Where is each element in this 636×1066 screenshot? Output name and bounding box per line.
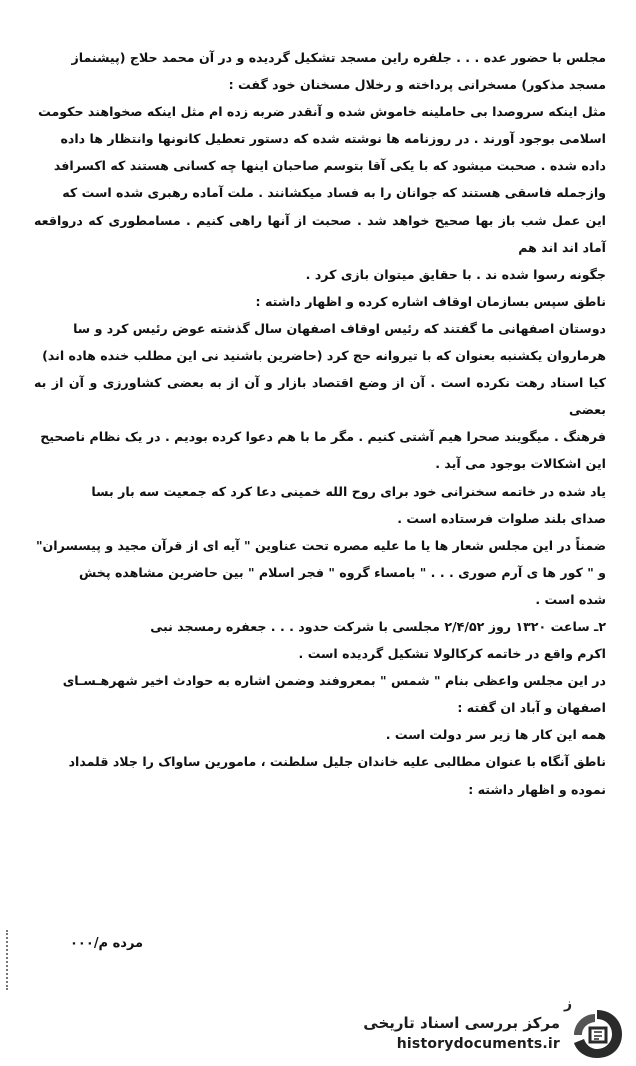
text-line: ۲ـ ساعت ۱۳۲۰ روز ۲/۴/۵۲ مجلسی با شرکت حدود . . . جعفره رمسجد نبی [150, 618, 606, 634]
text-line: ناطق آنگاه با عنوان مطالبی علیه خاندان جلیل سلطنت ، مامورین ساواک را جلاد قلمداد [68, 754, 606, 770]
text-line: فرهنگ . میگویند صحرا هیم آشتی کنیم . مگر ما با هم دعوا کرده بودیم . در یک نظام ناصحیح [40, 429, 606, 445]
text-line: همه این کار ها زیر سر دولت است . [385, 727, 606, 743]
text-line: و " کور ها ی آرم صوری . . . " بامساء گروه " فجر اسلام " بین حاضرین مشاهده پخش [78, 564, 606, 580]
text-line: یاد شده در خاتمه سخنرانی خود برای روح الله خمینی دعا کرد که جمعیت سه بار بسا [91, 483, 606, 499]
text-line: جگونه رسوا شده ند . با حقایق میتوان بازی کرد . [305, 266, 606, 282]
text-line: شده است . [535, 591, 606, 607]
page-number: مرده م/۰۰۰ [70, 936, 144, 951]
text-line: این عمل شب باز بها صحیح خواهد شد . صحبت از آنها راهی کنیم . مسامطوری که درواقعه آماد اند اند هم [34, 212, 606, 255]
watermark [344, 1004, 630, 1062]
text-line: کیا اسناد رهت نکرده است . آن از وضع اقتصاد بازار و آن از به بعضی کشاورزی و آن از به بعضی [34, 375, 606, 418]
text-line: مسجد مذکور) مسخرانی پرداخته و رخلال مسخنان خود گفت : [228, 77, 606, 93]
text-line: صدای بلند صلوات فرستاده است . [397, 510, 606, 526]
text-line: اصفهان و آباد ان گفته : [457, 700, 606, 716]
margin-dots [6, 930, 14, 990]
stray-mark: ز [564, 996, 573, 1012]
text-line: اسلامی بوجود آورند . در روزنامه ها نوشته شده که دستور تعطیل کانونها وانتظار ها داده [60, 131, 606, 147]
watermark-url: historydocuments.ir [396, 1036, 560, 1052]
text-line: وازجمله فاسقی هستند که جوانان را به فساد میکشانند . ملت آماده رهبری شده است که [62, 185, 606, 201]
text-line: در این مجلس واعظی بنام " شمس " بمعروفند وضمن اشاره به حوادث اخیر شهرهـسـای [62, 673, 606, 689]
text-line: نموده و اظهار داشته : [468, 781, 606, 797]
text-line: داده شده . صحبت میشود که با یکی آقا بتوسم صاحبان اینها چه کسانی هستند که اکسرافد [53, 158, 606, 174]
text-line: اکرم واقع در خاتمه کرکالولا تشکیل گردیده است . [298, 646, 606, 662]
text-line: این اشکالات بوجود می آید . [435, 456, 606, 472]
text-line: مجلس با حضور عده . . . جلفره راین مسجد تشکیل گردیده و در آن محمد حلاج (پیشنماز [71, 50, 606, 65]
text-line: مثل اینکه سروصدا بی حاملینه خاموش شده و آنقدر ضربه زده ام مثل اینکه صخواهند حکومت [38, 104, 606, 120]
text-line: ضمناً در این مجلس شعار ها یا ما علیه مصره تحت عناوین " آیه ای از قرآن مجید و پیسسران" [35, 537, 606, 553]
watermark-org-name: مرکز بررسی اسناد تاریخی [363, 1014, 560, 1032]
text-line: ناطق سپس بسازمان اوقاف اشاره کرده و اظهار داشته : [255, 293, 606, 309]
document-body [34, 44, 606, 803]
text-line: هرماروان یکشنبه بعنوان که با تیروانه حج کرد (حاضرین باشنید نی این مطلب خنده هاده اند) [42, 348, 606, 364]
archive-logo-icon [568, 1006, 626, 1062]
text-line: دوستان اصفهانی ما گفتند که رئیس اوقاف اصفهان سال گذشته عوض رئیس کرد و سا [73, 320, 606, 336]
